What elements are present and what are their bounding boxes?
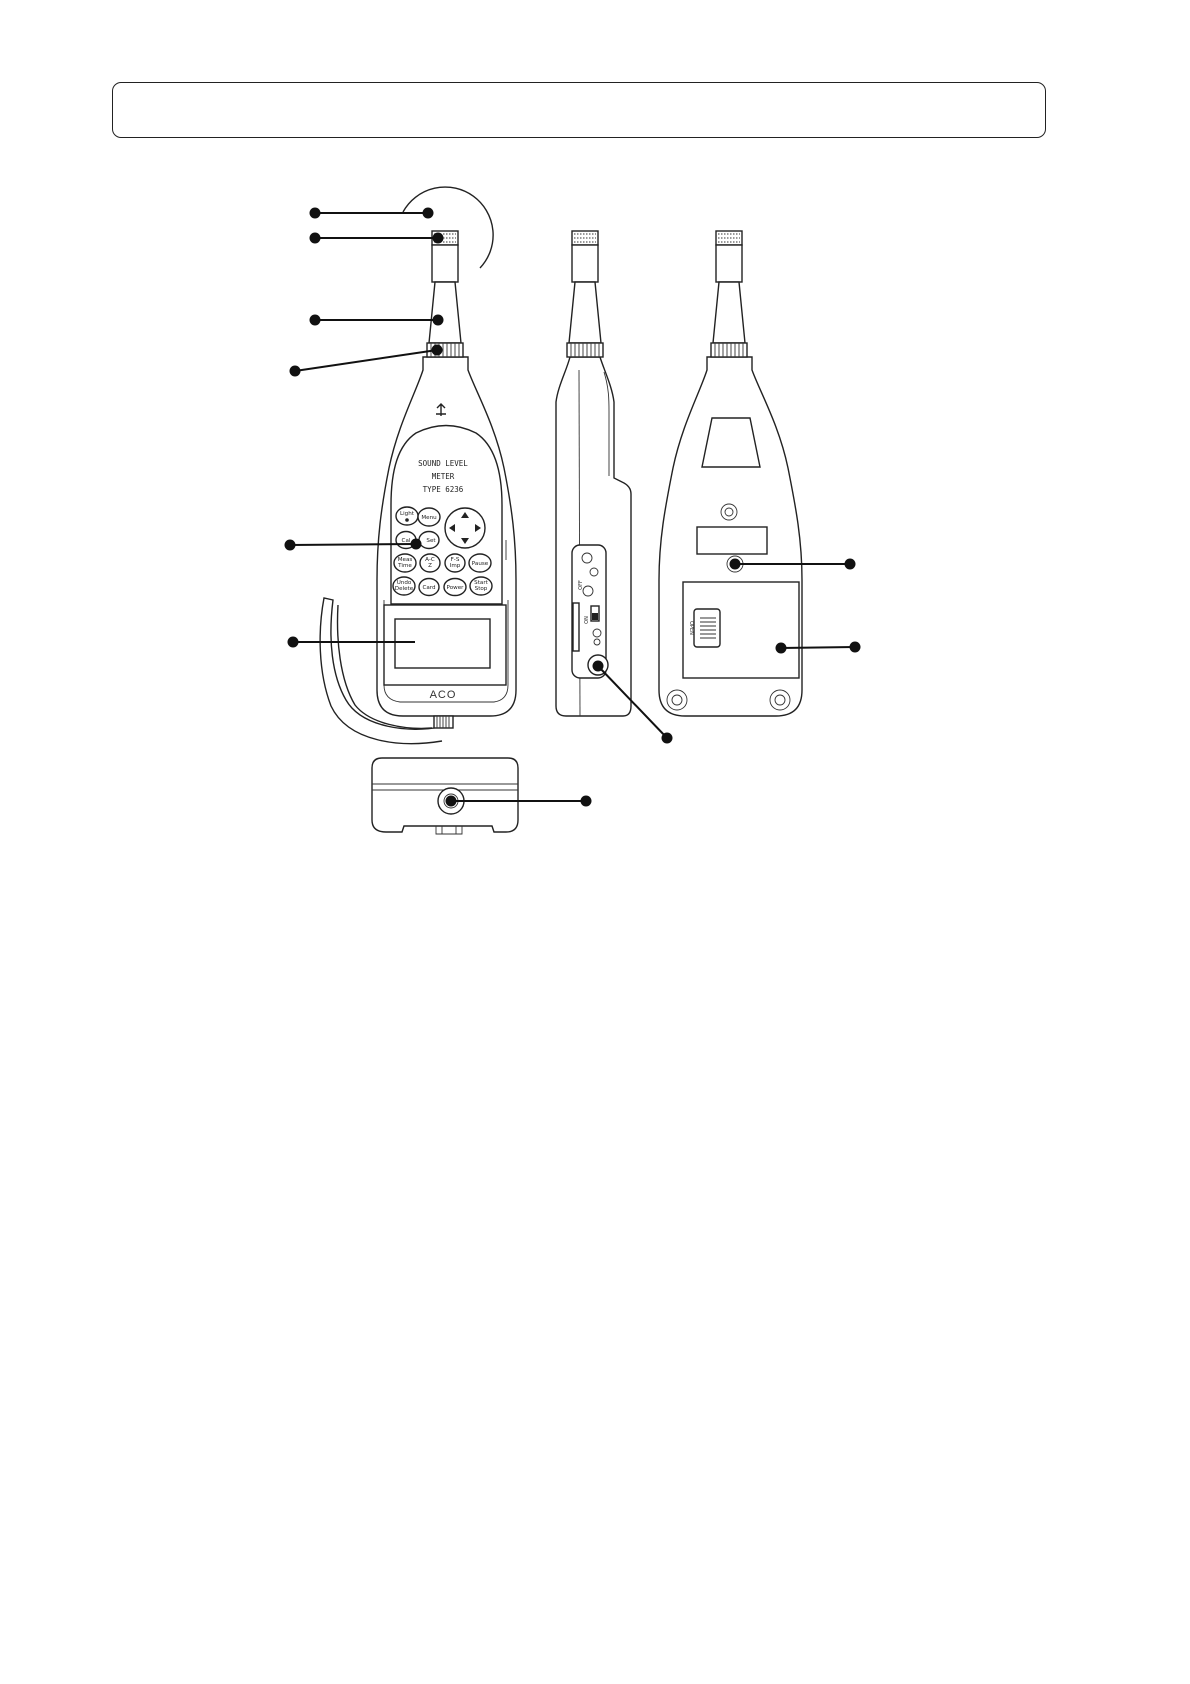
key-light-label: Light <box>400 511 414 517</box>
key-start-stop <box>470 577 492 595</box>
preamplifier <box>569 282 601 343</box>
side-mic-assembly <box>567 231 603 357</box>
knurled-ring <box>567 343 603 357</box>
bottom-connector-foot <box>436 826 462 834</box>
key-undo-delete-label2: Delete <box>394 586 414 592</box>
key-power-label: Power <box>446 585 464 591</box>
switch-off-label: OFF <box>578 580 584 590</box>
mic-grille <box>716 231 742 245</box>
mic-grille <box>572 231 598 245</box>
battery-cover-open-label: OPEN <box>688 621 694 635</box>
key-card <box>419 579 439 596</box>
callout-windscreen <box>310 208 434 219</box>
key-start-stop-label1: Start <box>474 580 488 586</box>
preamplifier <box>429 282 461 343</box>
key-fs-imp-label2: Imp <box>449 563 461 569</box>
bottom-view <box>372 758 518 834</box>
side-view <box>556 231 631 716</box>
battery-cover-latch <box>694 609 720 647</box>
key-meas-time-label1: Meas <box>397 557 413 563</box>
key-fs-imp <box>445 554 465 572</box>
microphone <box>432 245 458 282</box>
callout-microphone <box>310 233 444 244</box>
brand-name: ACO <box>429 689 457 701</box>
key-power <box>444 579 466 596</box>
key-meas-time-label2: Time <box>398 563 412 569</box>
key-undo-delete-label1: Undo <box>396 580 412 586</box>
key-pause-label: Pause <box>471 561 489 567</box>
model-name-line2: METER <box>431 472 455 481</box>
key-menu <box>418 508 440 526</box>
key-ac-z-label1: A-C <box>425 557 435 563</box>
knurled-ring <box>711 343 747 357</box>
key-meas-time <box>394 554 416 572</box>
key-undo-delete <box>393 577 415 595</box>
key-light <box>396 507 418 525</box>
lcd-display <box>395 619 490 668</box>
serial-label <box>697 527 767 554</box>
callout-knurled-ring <box>290 345 443 377</box>
model-type: TYPE 6236 <box>422 485 464 494</box>
key-cal-label: Cal <box>401 538 411 544</box>
key-start-stop-label2: Stop <box>474 586 488 592</box>
arrow-pad-icon <box>445 508 485 548</box>
microphone <box>572 245 598 282</box>
microphone <box>716 245 742 282</box>
connector-panel <box>572 545 608 678</box>
key-set-label: Set <box>426 538 436 544</box>
key-ac-z-label2: Z <box>428 563 432 569</box>
key-fs-imp-label1: F-S <box>450 557 460 563</box>
key-menu-label: Menu <box>421 515 437 521</box>
callout-preamplifier <box>310 315 444 326</box>
switch-on-label: ON <box>584 616 590 624</box>
front-view <box>320 187 516 744</box>
sun-icon <box>405 518 409 522</box>
bottom-connector <box>434 716 453 728</box>
preamplifier <box>713 282 745 343</box>
model-name-line1: SOUND LEVEL <box>418 459 468 468</box>
battery-cover <box>683 582 799 678</box>
key-pause <box>469 554 491 572</box>
rating-label-plate <box>702 418 760 467</box>
card-slot <box>573 603 579 651</box>
front-mic-assembly <box>427 231 463 357</box>
key-card-label: Card <box>422 585 436 591</box>
key-ac-z <box>420 554 440 572</box>
key-set <box>419 532 439 549</box>
